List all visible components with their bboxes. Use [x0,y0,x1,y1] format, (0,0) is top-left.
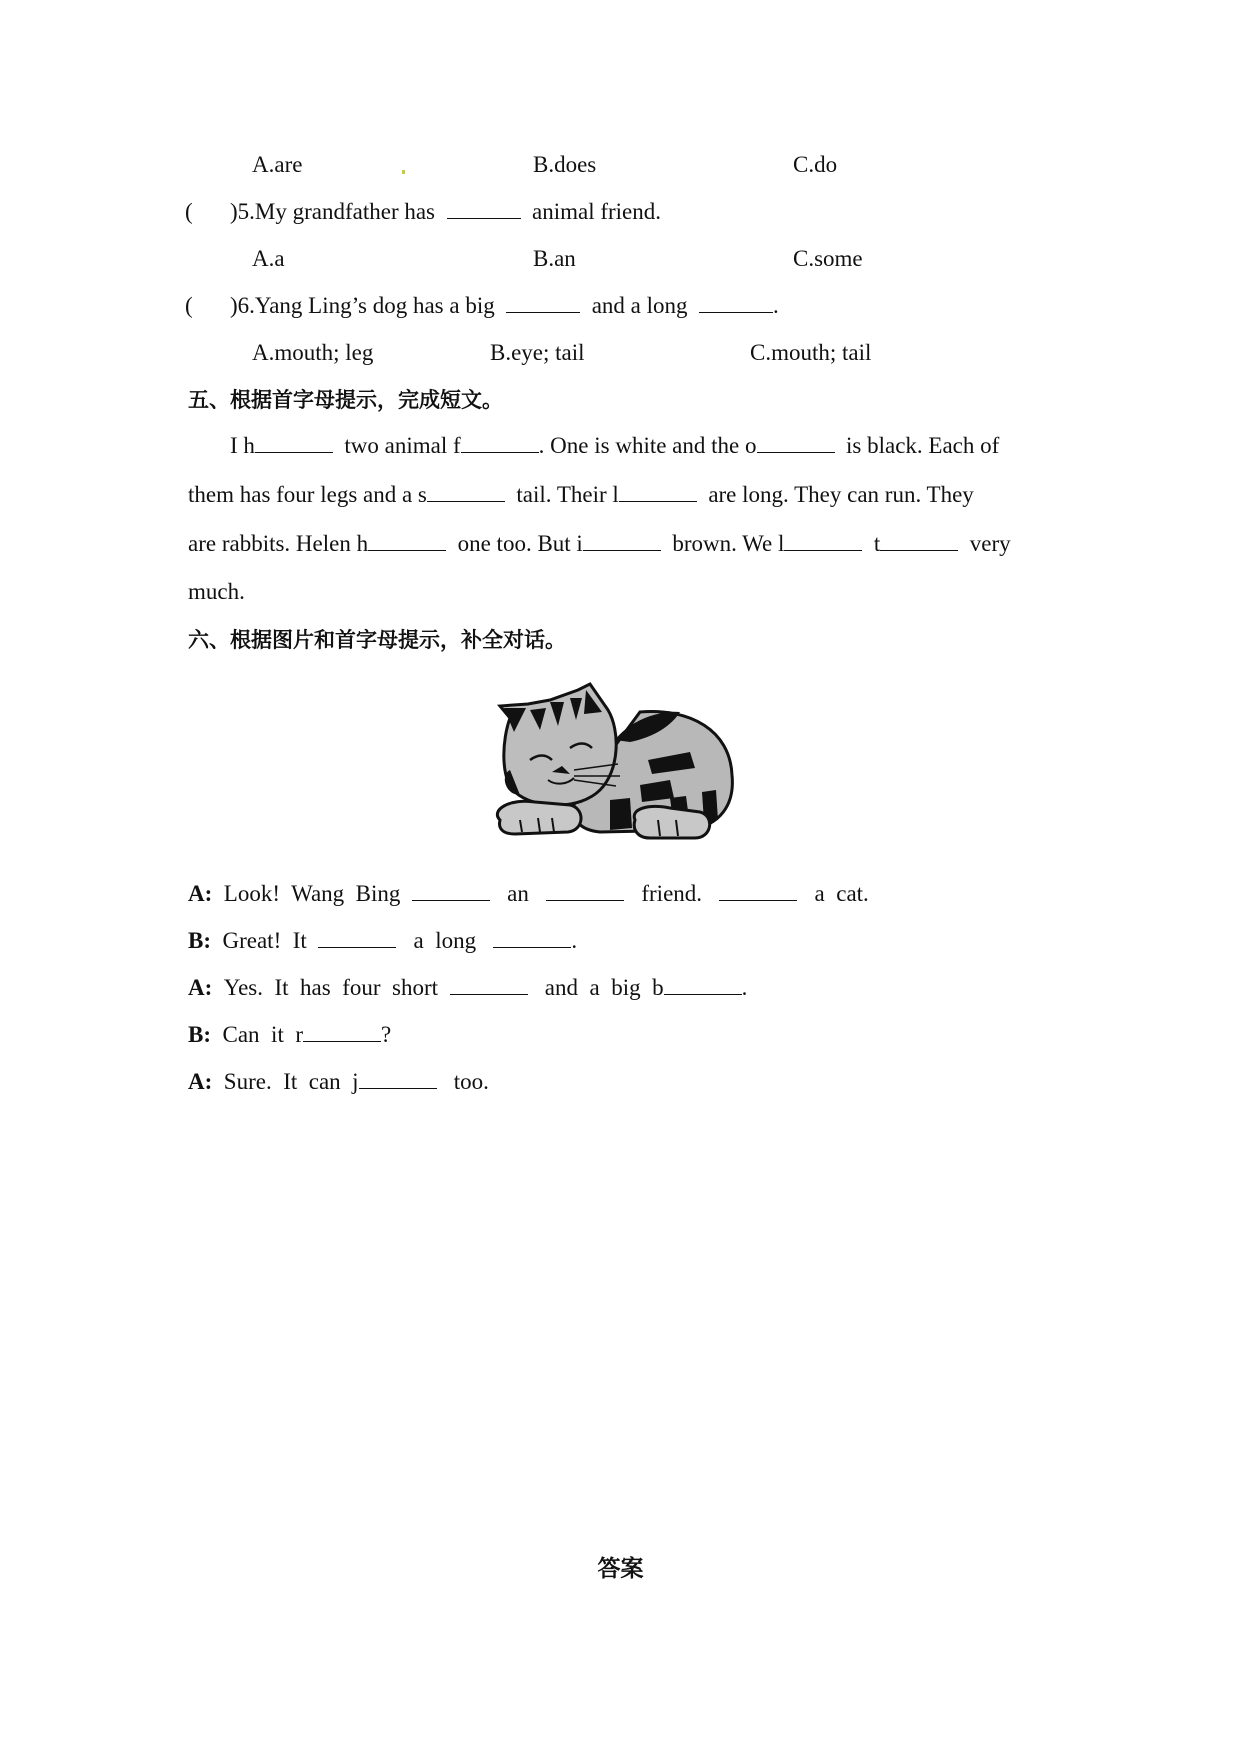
blank[interactable] [412,882,490,901]
text: . One is white and the o [538,433,757,458]
text: tail. Their l [516,482,619,507]
text: . [741,975,748,1000]
blank[interactable] [664,976,742,995]
dialogue-line [188,880,869,908]
passage-line [188,432,1054,460]
text: a cat. [814,881,869,906]
speaker-label: A: [188,881,213,906]
blank[interactable] [880,532,958,551]
blank[interactable] [506,294,580,313]
section-5-heading: 五、根据首字母提示，完成短文。 [188,388,503,412]
speaker-label: A: [188,975,213,1000]
blank[interactable] [546,882,624,901]
option-b: B.does [533,152,597,177]
text: are rabbits. Helen h [188,531,369,556]
text: are long. They can run. They [708,482,974,507]
option-b: B.an [533,246,576,271]
stem-text: )6.Yang Ling’s dog has a big [230,293,495,318]
dialogue-line [188,927,577,955]
text: . [571,928,578,953]
text: is black. Each of [846,433,1000,458]
text: friend. [641,881,703,906]
option-c: C.some [793,246,863,271]
text: ? [381,1022,392,1047]
text: very [969,531,1011,556]
stem-text: and a long [591,293,688,318]
blank[interactable] [255,434,333,453]
answer-paren: ( [185,199,193,224]
speaker-label: B: [188,1022,211,1047]
blank[interactable] [359,1070,437,1089]
blank[interactable] [784,532,862,551]
blank[interactable] [318,929,396,948]
blank[interactable] [427,483,505,502]
blank[interactable] [461,434,539,453]
stem-text: . [773,293,779,318]
option-a: A.mouth; leg [252,340,374,365]
text: too. [453,1069,489,1094]
dialogue-line [188,1021,391,1049]
text: Great! It [222,928,307,953]
text: t [873,531,881,556]
blank[interactable] [719,882,797,901]
text: a long [413,928,477,953]
passage-segment [188,432,999,460]
speaker-label: A: [188,1069,213,1094]
text: brown. We l [672,531,785,556]
section-6-heading: 六、根据图片和首字母提示，补全对话。 [188,628,566,652]
stem-text: animal friend. [532,199,662,224]
stray-mark [402,170,405,174]
question-stem [230,198,661,226]
option-c: C.do [793,152,838,177]
text: Yes. It has four short [223,975,439,1000]
blank[interactable] [493,929,571,948]
blank[interactable] [757,434,835,453]
blank[interactable] [303,1023,381,1042]
text: Can it r [222,1022,303,1047]
dialogue-line [188,1068,489,1096]
text: I h [230,433,255,458]
passage-line: much. [188,579,245,604]
answer-section-title: 答案 [597,1556,644,1582]
stem-text: )5.My grandfather has [230,199,436,224]
cat-illustration [490,680,750,850]
blank[interactable] [447,200,521,219]
sleeping-cat-icon [490,680,750,850]
blank[interactable] [368,532,446,551]
speaker-label: B: [188,928,211,953]
dialogue-line [188,974,747,1002]
answer-paren: ( [185,293,193,318]
text: one too. But i [457,531,583,556]
text: Look! Wang Bing [223,881,401,906]
question-stem [230,292,779,320]
option-b: B.eye; tail [490,340,585,365]
text: Sure. It can j [223,1069,359,1094]
blank[interactable] [699,294,773,313]
text: two animal f [344,433,461,458]
text: an [507,881,529,906]
blank[interactable] [583,532,661,551]
passage-line [188,481,1054,509]
blank[interactable] [619,483,697,502]
text: and a big b [544,975,664,1000]
blank[interactable] [450,976,528,995]
text: them has four legs and a s [188,482,427,507]
option-a: A.are [252,152,303,177]
option-a: A.a [252,246,285,271]
option-c: C.mouth; tail [750,340,872,365]
passage-line [188,530,1054,558]
